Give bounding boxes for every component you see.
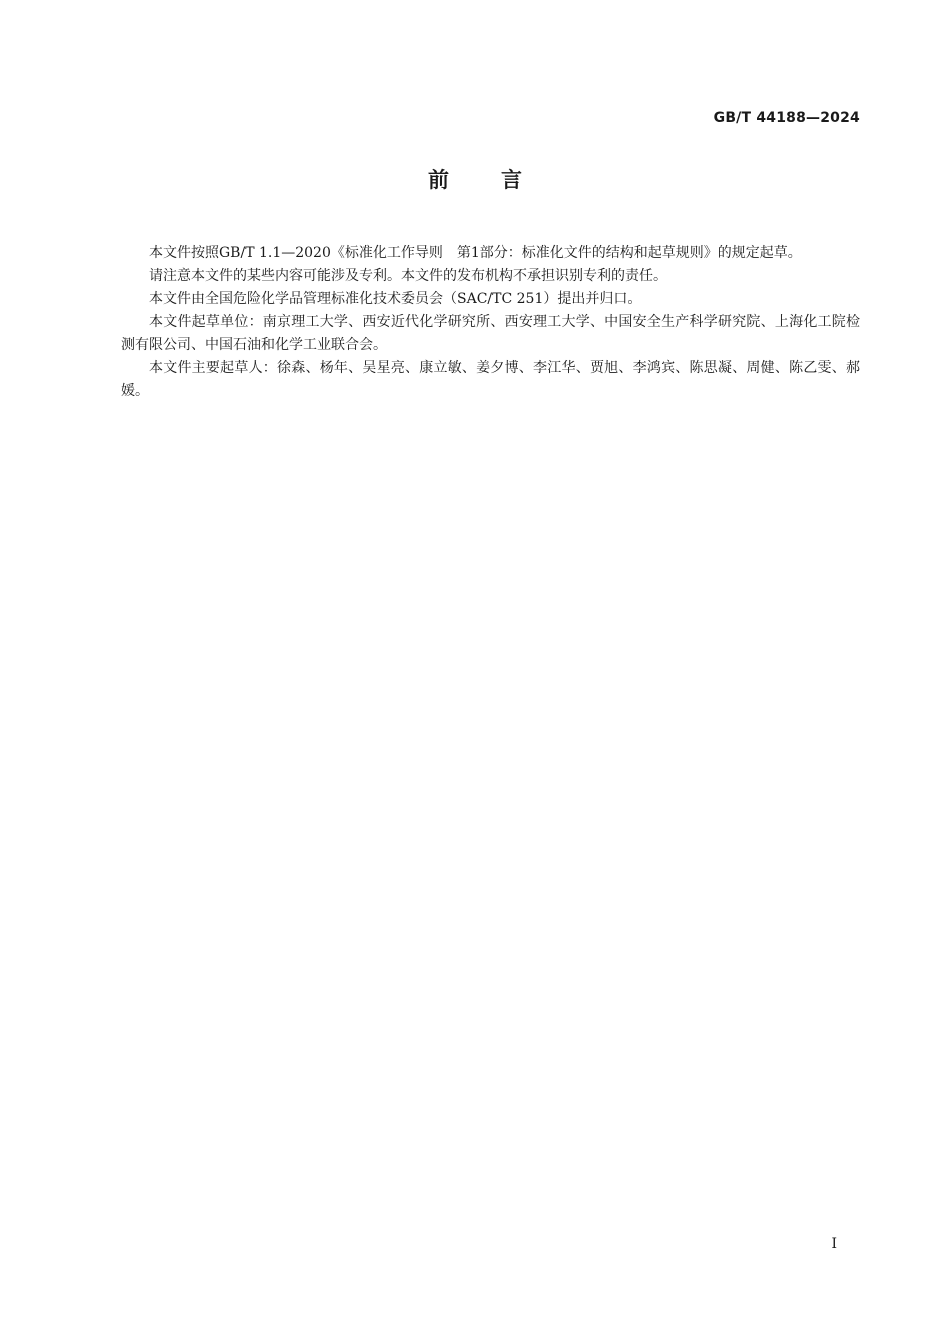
preface-paragraph-drafters: 本文件主要起草人：徐森、杨年、吴星亮、康立敏、姜夕博、李江华、贾旭、李鸿宾、陈思凝、周健、陈乙雯、郝媛。: [121, 360, 860, 399]
page-title: 前言: [428, 168, 574, 192]
preface-paragraph-drafting-rules: 本文件按照GB/T 1.1—2020《标准化工作导则 第1部分：标准化文件的结构和起草规则》的规定起草。: [149, 245, 802, 261]
page-number: I: [831, 1236, 837, 1252]
standard-number: GB/T 44188—2024: [713, 110, 860, 126]
preface-paragraph-proposer: 本文件由全国危险化学品管理标准化技术委员会（SAC/TC 251）提出并归口。: [149, 291, 642, 307]
preface-paragraph-drafting-units: 本文件起草单位：南京理工大学、西安近代化学研究所、西安理工大学、中国安全生产科学研究院、上海化工院检测有限公司、中国石油和化学工业联合会。: [121, 314, 860, 353]
preface-body: [121, 242, 860, 403]
preface-paragraph-patent-notice: 请注意本文件的某些内容可能涉及专利。本文件的发布机构不承担识别专利的责任。: [149, 268, 667, 284]
